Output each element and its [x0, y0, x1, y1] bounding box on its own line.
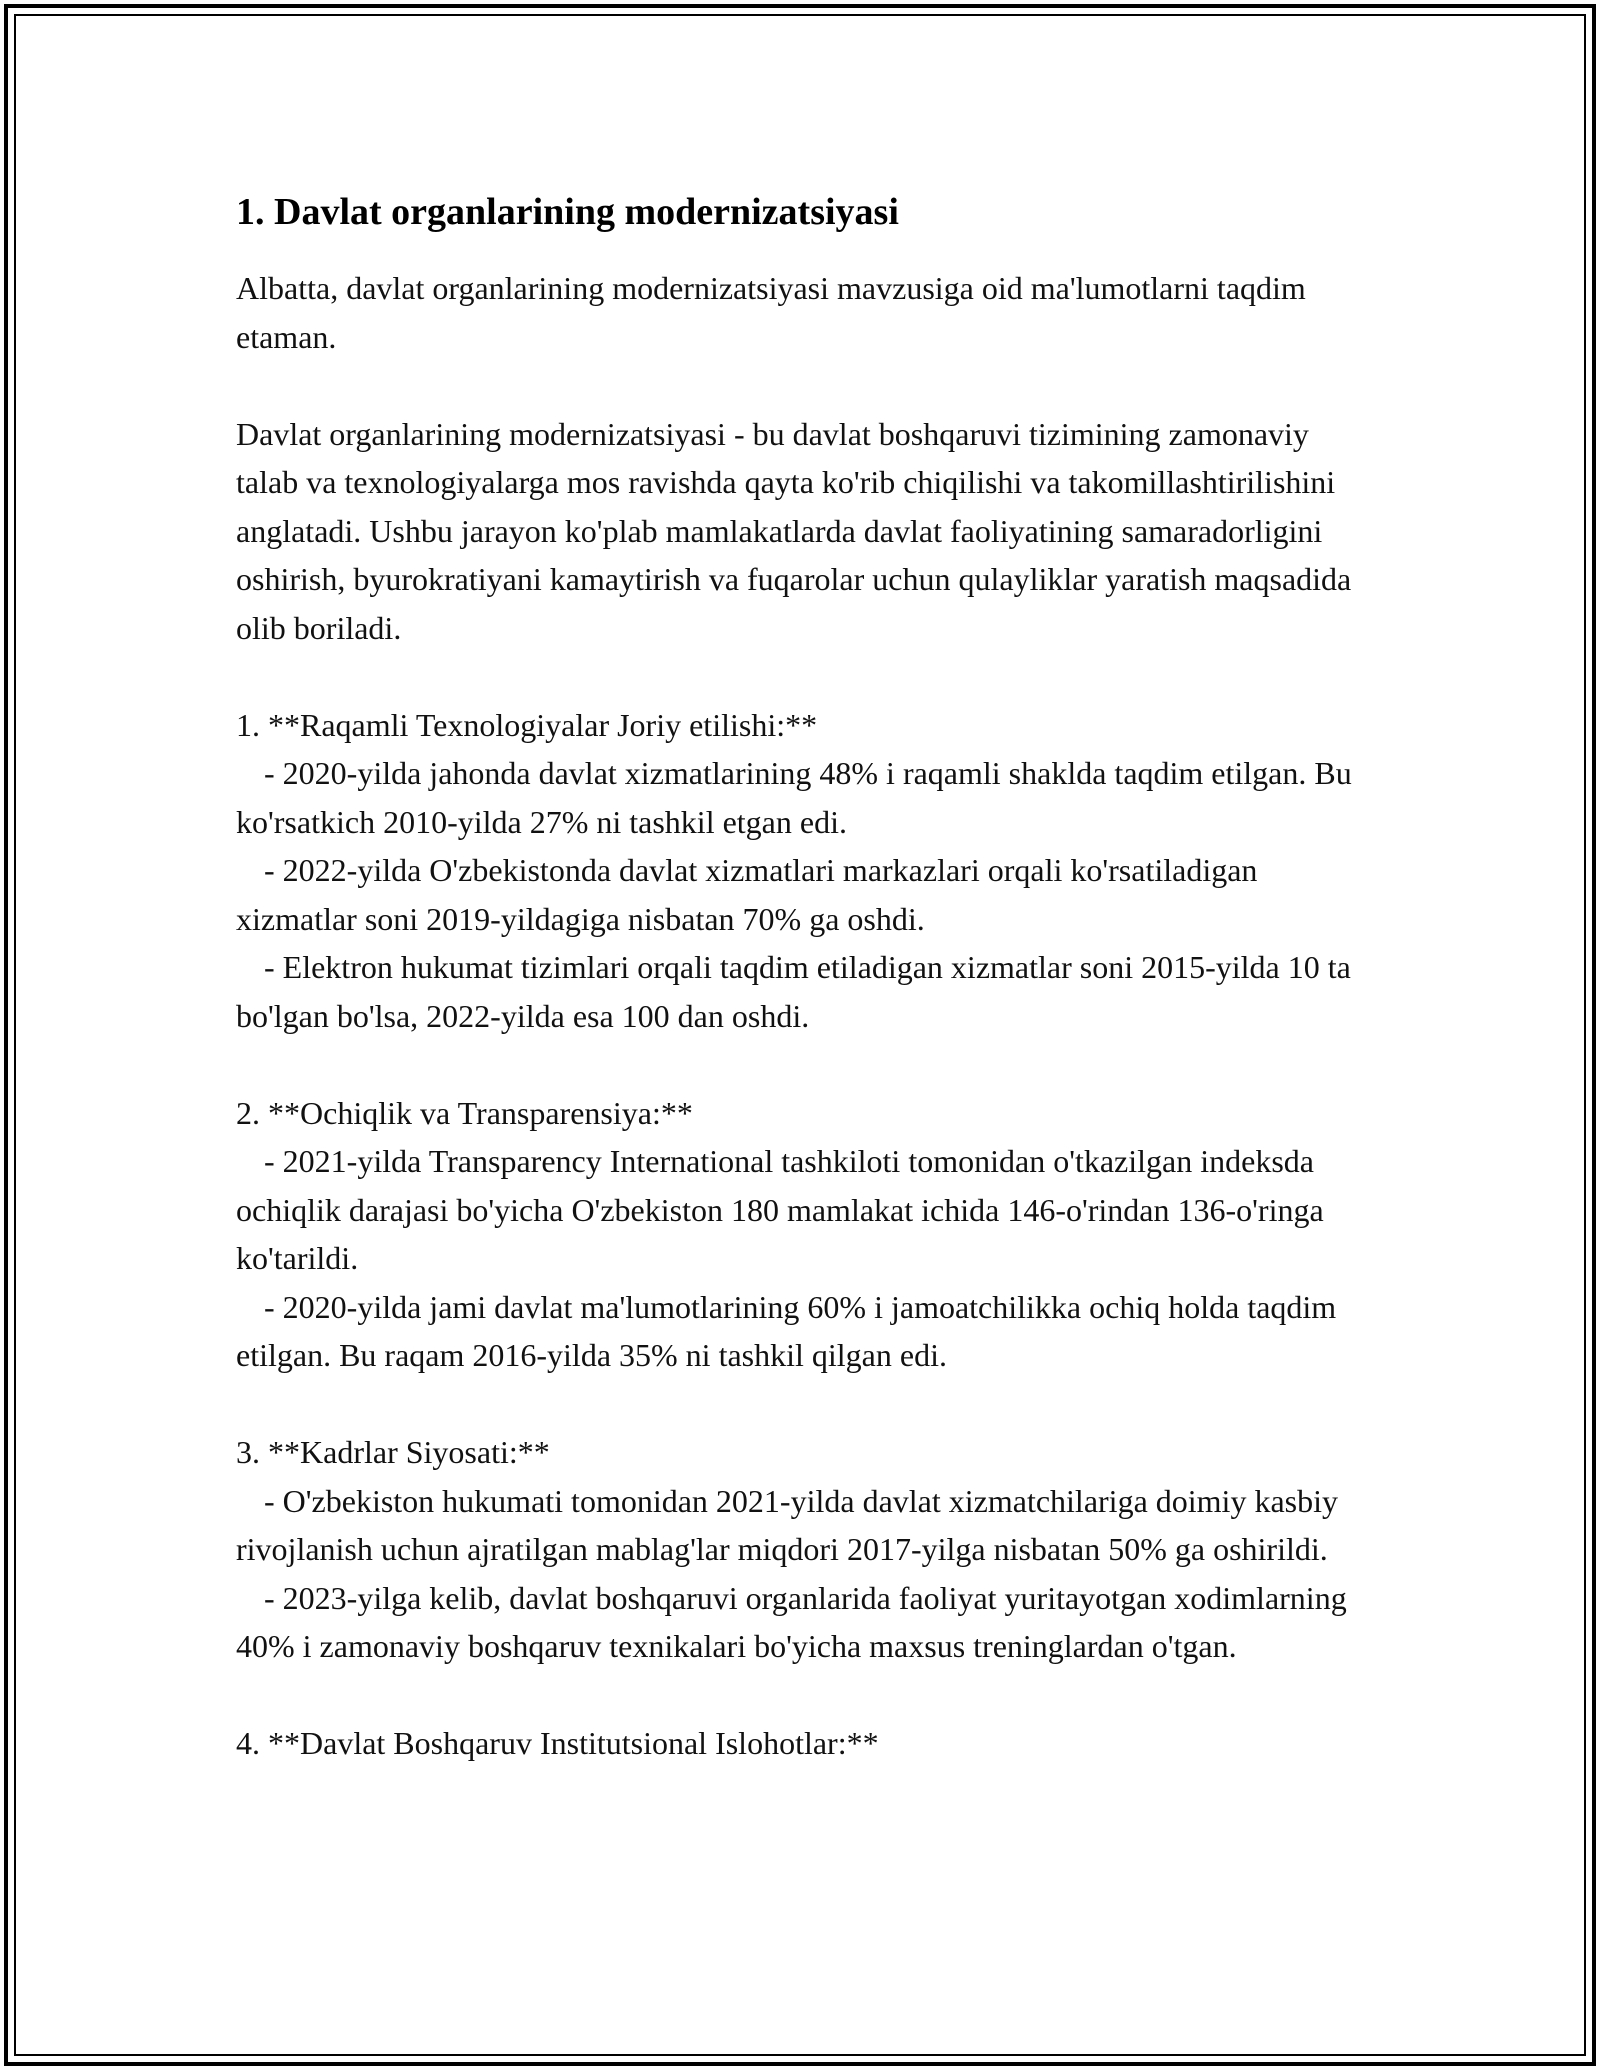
- section-heading: 2. **Ochiqlik va Transparensiya:**: [236, 1094, 693, 1131]
- section-institutional-reforms: [236, 1719, 1376, 1768]
- list-item: - Elektron hukumat tizimlari orqali taqdim etiladigan xizmatlar soni 2015-yilda 10 ta bo'lgan bo'lsa, 2022-yilda esa 100 dan oshdi.: [236, 949, 1351, 1034]
- list-item: - 2020-yilda jahonda davlat xizmatlarining 48% i raqamli shaklda taqdim etilgan. Bu ko'rsatkich 2010-yilda 27% ni tashkil etgan edi.: [236, 755, 1352, 840]
- list-item: - 2022-yilda O'zbekistonda davlat xizmatlari markazlari orqali ko'rsatiladigan xizmatlar soni 2019-yildagiga nisbatan 70% ga oshdi.: [236, 852, 1258, 937]
- list-item: - 2020-yilda jami davlat ma'lumotlarining 60% i jamoatchilikka ochiq holda taqdim etilgan. Bu raqam 2016-yilda 35% ni tashkil qilgan edi.: [236, 1288, 1337, 1373]
- section-heading: 1. **Raqamli Texnologiyalar Joriy etilishi:**: [236, 706, 818, 743]
- section-heading: 3. **Kadrlar Siyosati:**: [236, 1434, 550, 1470]
- section-digital-technologies: [236, 701, 1376, 1041]
- list-item: - O'zbekiston hukumati tomonidan 2021-yilda davlat xizmatchilariga doimiy kasbiy rivojlanish uchun ajratilgan mablag'lar miqdori 2017-yilga nisbatan 50% ga oshirildi.: [236, 1482, 1338, 1567]
- document-body: [236, 188, 1376, 1816]
- list-item: - 2021-yilda Transparency International tashkiloti tomonidan o'tkazilgan indeksda ochiqlik darajasi bo'yicha O'zbekiston 180 mamlakat ichida 146-o'rindan 136-o'ringa ko'tarildi.: [236, 1143, 1324, 1276]
- section-heading: 4. **Davlat Boshqaruv Institutsional Islohotlar:**: [236, 1725, 879, 1761]
- list-item: - 2023-yilga kelib, davlat boshqaruvi organlarida faoliyat yuritayotgan xodimlarning 40% i zamonaviy boshqaruv texnikalari bo'yicha maxsus treninglardan o'tgan.: [236, 1579, 1347, 1664]
- overview-paragraph: Davlat organlarining modernizatsiyasi - bu davlat boshqaruvi tizimining zamonaviy talab va texnologiyalarga mos ravishda qayta ko'rib chiqilishi va takomillashtirilishini anglatadi. Ushbu jarayon ko'plab mamlakatlarda davlat faoliyatining samaradorligini oshirish, byurokratiyani kamaytirish va fuqarolar uchun qulayliklar yaratish maqsadida olib boriladi.: [236, 415, 1352, 646]
- intro-paragraph: Albatta, davlat organlarining modernizatsiyasi mavzusiga oid ma'lumotlarni taqdim etaman.: [236, 270, 1306, 355]
- section-personnel-policy: [236, 1428, 1376, 1671]
- document-title: 1. Davlat organlarining modernizatsiyasi: [236, 191, 899, 233]
- section-openness-transparency: [236, 1089, 1376, 1380]
